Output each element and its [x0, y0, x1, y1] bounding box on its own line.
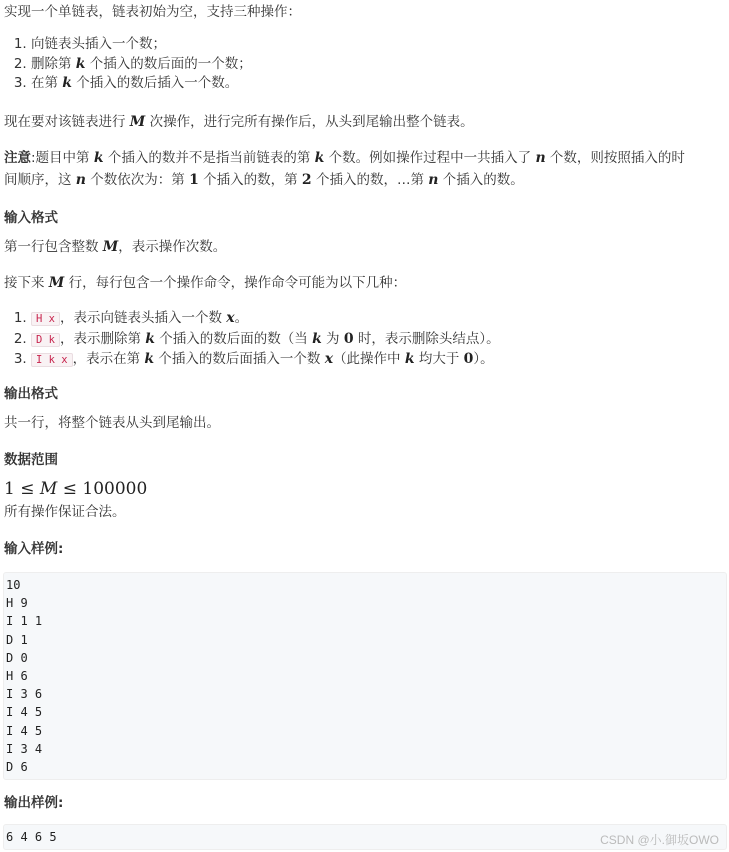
code-line: I 4 5: [6, 723, 43, 738]
code-line: I 3 4: [6, 741, 43, 756]
sample-input-heading: 输入样例:: [4, 541, 64, 557]
input-format-heading: 输入格式: [4, 210, 58, 226]
csdn-watermark: CSDN @小.御坂OWO: [600, 833, 719, 847]
code-line: 10: [6, 578, 21, 592]
sample-output-heading: 输出样例:: [4, 795, 64, 811]
code-line: H 6: [6, 669, 28, 684]
command-item: 1. H x ，表示向链表头插入一个数 x。: [31, 309, 724, 330]
code-line: D 6: [6, 760, 28, 775]
command-code: H x: [31, 312, 60, 326]
command-code: D k: [31, 333, 60, 347]
input-format-line1: 第一行包含整数 M，表示操作次数。: [4, 239, 227, 255]
operation-item: 3. 在第 k 个插入的数后插入一个数。: [31, 74, 724, 94]
command-list: [4, 309, 724, 371]
code-line: D 1: [6, 632, 28, 647]
input-format-line2: 接下来 M 行，每行包含一个操作命令，操作命令可能为以下几种：: [4, 275, 407, 291]
data-range-text: 所有操作保证合法。: [4, 504, 126, 520]
sample-input-block: [3, 572, 727, 780]
output-format-text: 共一行，将整个链表从头到尾输出。: [4, 415, 220, 431]
command-code: I k x: [31, 353, 73, 367]
code-line: I 4 5: [6, 705, 43, 720]
note-label: 注意: [4, 150, 31, 166]
operation-item: 2. 删除第 k 个插入的数后面的一个数；: [31, 55, 724, 75]
code-line: H 9: [6, 596, 28, 611]
code-line: I 3 6: [6, 687, 43, 702]
data-range-heading: 数据范围: [4, 452, 58, 468]
code-line: I 1 1: [6, 614, 43, 629]
command-item: 3. I k x ，表示在第 k 个插入的数后面插入一个数 x（此操作中 k 均大于 0）。: [31, 350, 724, 371]
data-range-formula: 1 ≤ M ≤ 100000: [4, 479, 148, 499]
operation-item: 1. 向链表头插入一个数；: [31, 35, 724, 55]
operation-list: [4, 35, 724, 94]
intro-text: 实现一个单链表，链表初始为空，支持三种操作：: [4, 4, 301, 20]
code-line: D 0: [6, 650, 28, 665]
command-item: 2. D k ，表示删除第 k 个插入的数后面的数（当 k 为 0 时，表示删除头结点）。: [31, 330, 724, 351]
output-format-heading: 输出格式: [4, 386, 58, 402]
code-line: 6 4 6 5: [6, 830, 57, 844]
note-text: 注意:题目中第 k 个插入的数并不是指当前链表的第 k 个数。例如操作过程中一共插入了 n 个数，则按照插入的时 间顺序，这 n 个数依次为：第 1 个插入的数，第 2 个插入的数，…第 n 个插入的数。: [4, 150, 685, 188]
task-text: 现在要对该链表进行 M 次操作，进行完所有操作后，从头到尾输出整个链表。: [4, 114, 474, 130]
